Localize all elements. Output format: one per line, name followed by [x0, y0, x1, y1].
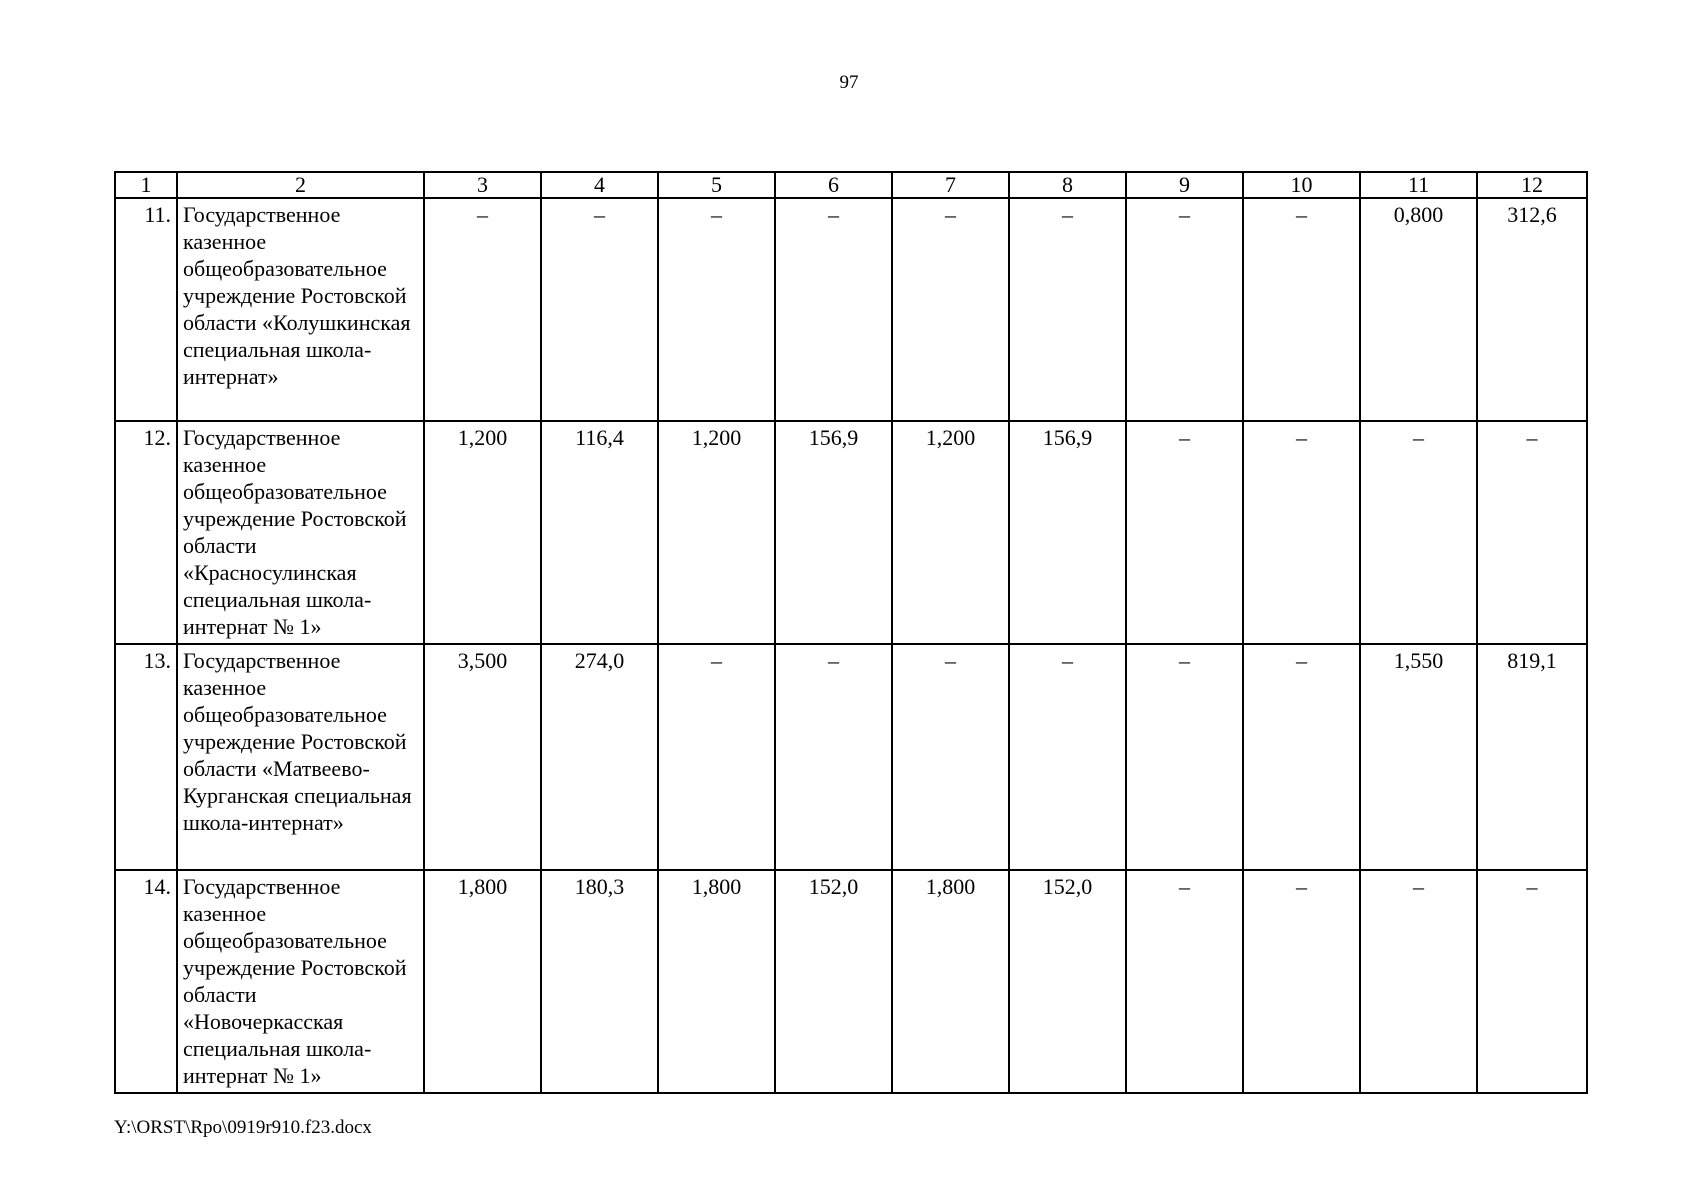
column-header: 5 [658, 172, 775, 198]
table-cell: 1,550 [1360, 644, 1477, 870]
table-cell: – [1477, 421, 1587, 644]
column-header: 4 [541, 172, 658, 198]
row-number: 12. [115, 421, 177, 644]
table-cell: 274,0 [541, 644, 658, 870]
table-cell: 116,4 [541, 421, 658, 644]
table-cell: 156,9 [1009, 421, 1126, 644]
table-row [115, 421, 1587, 644]
table-cell: 312,6 [1477, 198, 1587, 421]
table-cell: – [1126, 198, 1243, 421]
column-header: 12 [1477, 172, 1587, 198]
table-cell: – [541, 198, 658, 421]
table-cell: – [1243, 870, 1360, 1093]
table-cell: – [1360, 421, 1477, 644]
institution-name: Государственное казенное общеобразовательное учреждение Ростовской области «Красносулинская специальная школа-интернат № 1» [177, 421, 424, 644]
table-cell: – [1126, 421, 1243, 644]
table-row [115, 644, 1587, 870]
column-header: 9 [1126, 172, 1243, 198]
table-cell: – [892, 198, 1009, 421]
table-cell: – [775, 198, 892, 421]
page-number: 97 [839, 72, 859, 93]
table-cell: 152,0 [775, 870, 892, 1093]
column-header: 10 [1243, 172, 1360, 198]
table-cell: 0,800 [1360, 198, 1477, 421]
table-cell: – [1009, 644, 1126, 870]
table-cell: – [1243, 644, 1360, 870]
table-cell: 3,500 [424, 644, 541, 870]
table-cell: – [775, 644, 892, 870]
footer-file-path: Y:\ORST\Rpo\0919r910.f23.docx [114, 1117, 372, 1138]
table-cell: 1,800 [658, 870, 775, 1093]
table-cell: – [1009, 198, 1126, 421]
table-cell: 819,1 [1477, 644, 1587, 870]
table-cell: – [1360, 870, 1477, 1093]
table-cell: 152,0 [1009, 870, 1126, 1093]
column-header: 7 [892, 172, 1009, 198]
row-number: 13. [115, 644, 177, 870]
table-cell: – [658, 644, 775, 870]
table-cell: 1,800 [892, 870, 1009, 1093]
row-number: 11. [115, 198, 177, 421]
column-header: 8 [1009, 172, 1126, 198]
table-cell: 1,200 [892, 421, 1009, 644]
table-cell: – [1126, 870, 1243, 1093]
column-header: 1 [115, 172, 177, 198]
column-header: 11 [1360, 172, 1477, 198]
institution-name: Государственное казенное общеобразовательное учреждение Ростовской области «Колушкинская специальная школа-интернат» [177, 198, 424, 421]
table-row [115, 198, 1587, 421]
table-cell: – [658, 198, 775, 421]
row-number: 14. [115, 870, 177, 1093]
institution-name: Государственное казенное общеобразовательное учреждение Ростовской области «Матвеево-Курганская специальная школа-интернат» [177, 644, 424, 870]
column-header: 6 [775, 172, 892, 198]
table-cell: 156,9 [775, 421, 892, 644]
institution-name: Государственное казенное общеобразовательное учреждение Ростовской области «Новочеркасская специальная школа-интернат № 1» [177, 870, 424, 1093]
table-cell: – [1243, 421, 1360, 644]
table-header-row [115, 172, 1587, 198]
data-table [114, 171, 1588, 1094]
table-cell: 1,200 [658, 421, 775, 644]
table-cell: – [892, 644, 1009, 870]
table-cell: – [1477, 870, 1587, 1093]
table-row [115, 870, 1587, 1093]
table-cell: – [1243, 198, 1360, 421]
table-cell: – [424, 198, 541, 421]
table-cell: 1,800 [424, 870, 541, 1093]
table-cell: – [1126, 644, 1243, 870]
column-header: 3 [424, 172, 541, 198]
table-cell: 180,3 [541, 870, 658, 1093]
column-header: 2 [177, 172, 424, 198]
table-cell: 1,200 [424, 421, 541, 644]
